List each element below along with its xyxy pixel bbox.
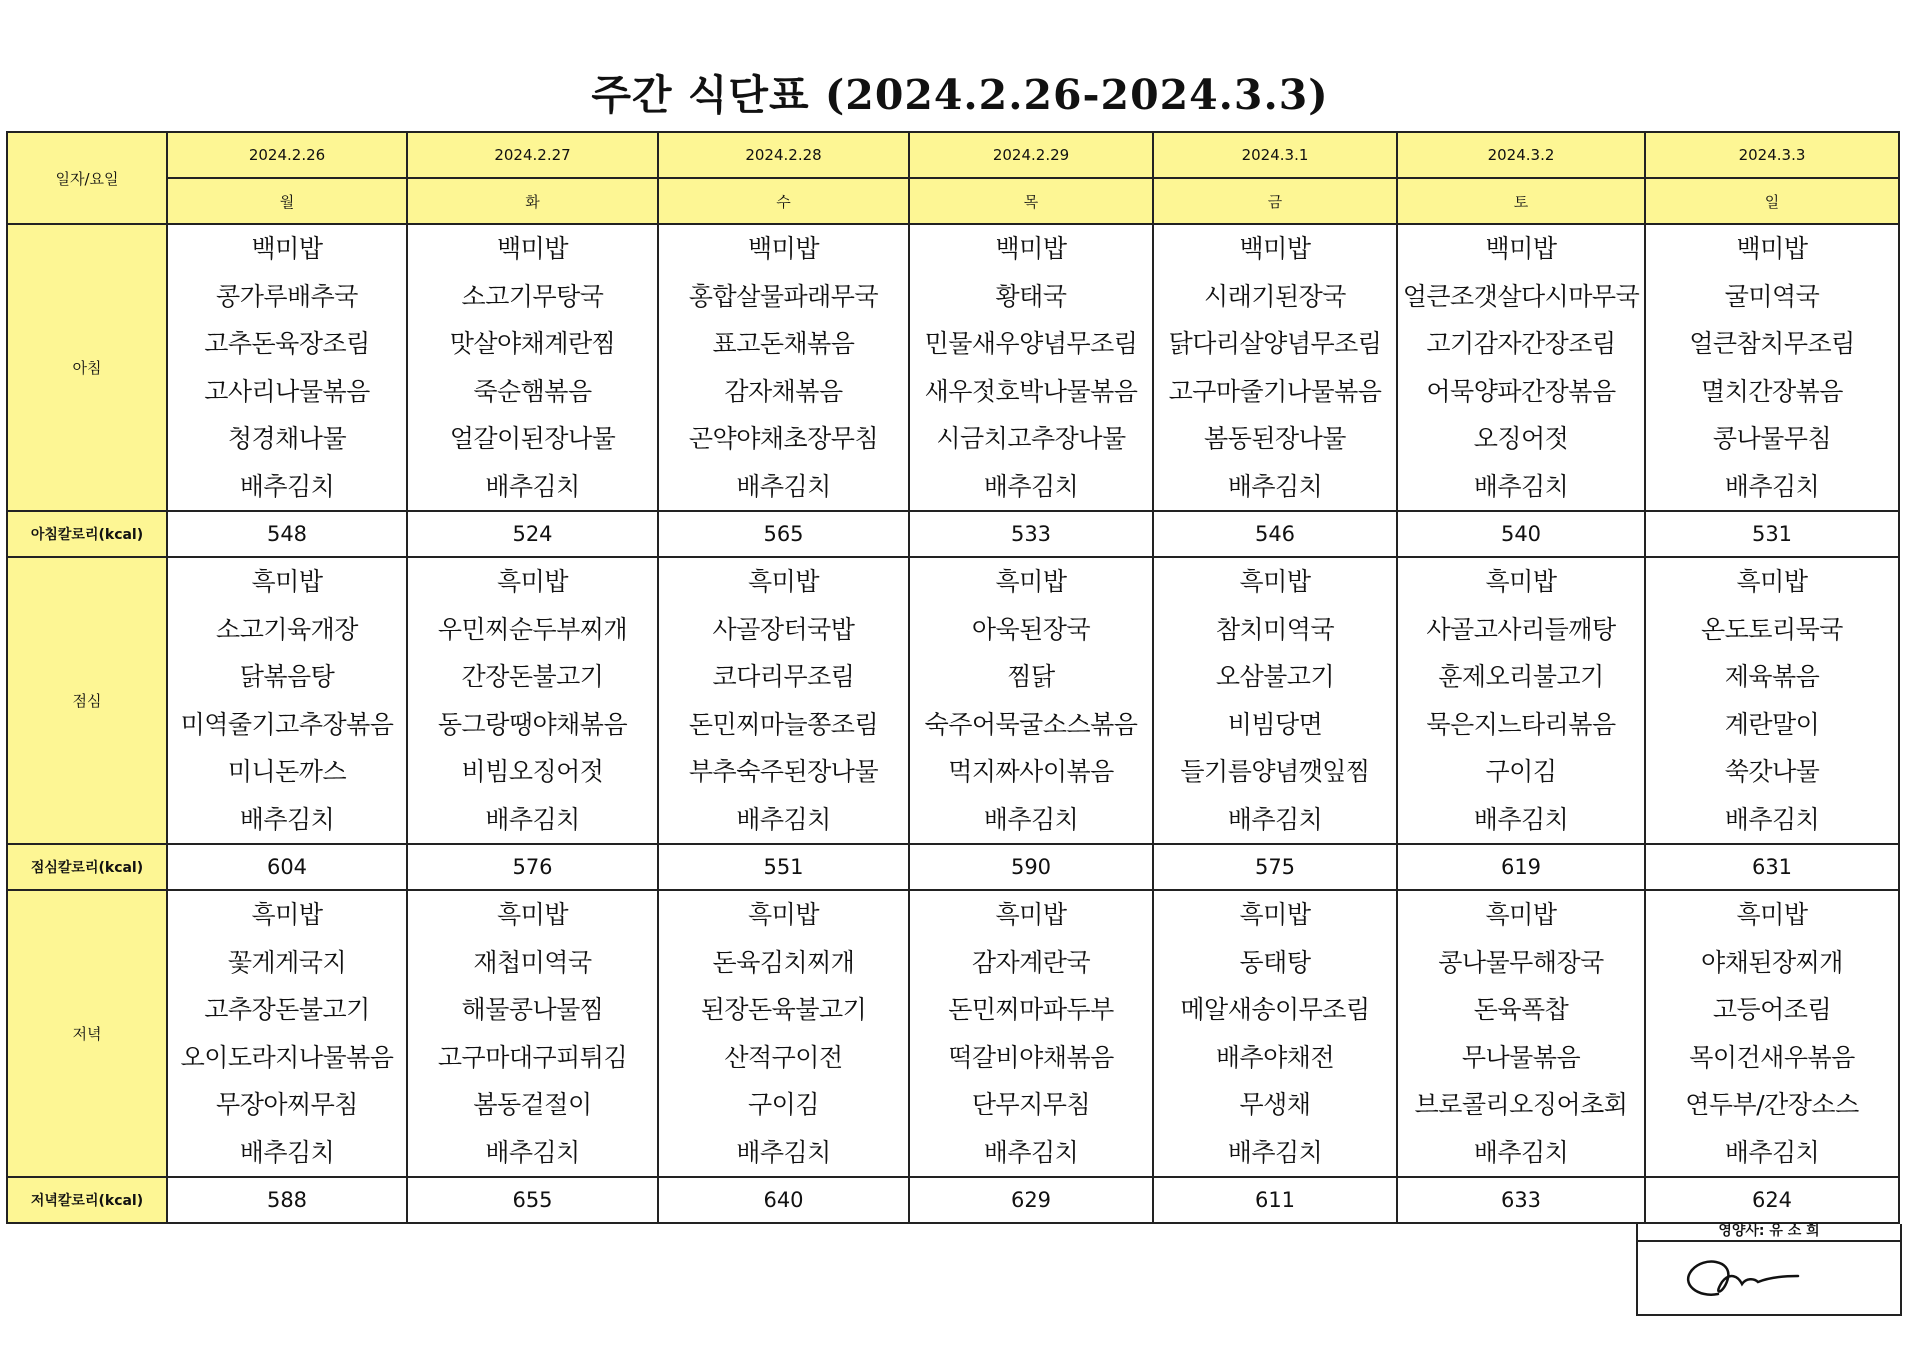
dish-item: 무장아찌무침 xyxy=(216,1090,358,1119)
dish-item: 표고돈채볶음 xyxy=(712,329,855,358)
dish-item: 배추김치 xyxy=(239,1137,335,1167)
meal-menu-cell xyxy=(1397,224,1645,511)
dish-item: 꽃게게국지 xyxy=(227,947,347,977)
dish-item: 배추김치 xyxy=(736,1137,831,1167)
calorie-value-cell: 548 xyxy=(167,511,407,557)
dish-item: 배추김치 xyxy=(983,804,1079,834)
calorie-row xyxy=(7,511,1899,557)
dish-item: 동태탕 xyxy=(1239,947,1311,977)
weekday-cell: 토 xyxy=(1397,178,1645,224)
dish-item: 흑미밥 xyxy=(748,900,819,929)
header-label-cell: 일자/요일 xyxy=(7,132,167,224)
meal-menu-cell xyxy=(167,890,407,1177)
calorie-value-cell: 540 xyxy=(1397,511,1645,557)
dish-item: 닭볶음탕 xyxy=(239,662,335,691)
meal-menu-cell xyxy=(1397,557,1645,844)
dish-item: 시금치고추장나물 xyxy=(936,424,1126,453)
calorie-value-cell: 611 xyxy=(1153,1177,1397,1223)
dish-item: 배추김치 xyxy=(1473,804,1569,834)
dish-item: 연두부/간장소스 xyxy=(1685,1090,1859,1119)
dish-item: 먹지짜사이볶음 xyxy=(948,757,1114,786)
dish-item: 배추김치 xyxy=(1724,1137,1820,1167)
date-cell: 2024.2.29 xyxy=(909,132,1153,178)
dish-item: 맛살야채계란찜 xyxy=(449,329,616,358)
meal-menu-cell xyxy=(658,224,909,511)
dish-item: 콩나물무해장국 xyxy=(1438,947,1604,977)
dish-item: 부추숙주된장나물 xyxy=(688,757,879,786)
dish-item: 흑미밥 xyxy=(1485,900,1557,929)
meal-menu-cell xyxy=(658,890,909,1177)
dish-item: 배추김치 xyxy=(1724,471,1820,501)
date-cell: 2024.2.27 xyxy=(407,132,658,178)
dish-item: 돈육폭찹 xyxy=(1473,995,1569,1024)
dish-item: 백미밥 xyxy=(995,234,1067,263)
dish-item: 온도토리묵국 xyxy=(1701,614,1843,644)
weekday-cell: 월 xyxy=(167,178,407,224)
calorie-value-cell: 531 xyxy=(1645,511,1899,557)
dish-item: 백미밥 xyxy=(1736,234,1808,263)
dish-item: 배추김치 xyxy=(736,471,831,501)
dish-item: 콩나물무침 xyxy=(1712,424,1832,453)
dish-item: 고기감자간장조림 xyxy=(1426,329,1616,358)
calorie-label-cell: 저녁칼로리(kcal) xyxy=(7,1177,167,1223)
dish-item: 배추김치 xyxy=(239,471,335,501)
calorie-value-cell: 604 xyxy=(167,844,407,890)
calorie-value-cell: 629 xyxy=(909,1177,1153,1223)
dish-item: 흑미밥 xyxy=(1485,567,1557,596)
header-weekday-row xyxy=(7,178,1899,224)
dish-item: 메알새송이무조림 xyxy=(1180,995,1370,1024)
dish-item: 새우젓호박나물볶음 xyxy=(924,376,1138,406)
header-date-row xyxy=(7,132,1899,178)
dish-item: 청경채나물 xyxy=(227,424,347,453)
dish-item: 무나물볶음 xyxy=(1461,1042,1581,1072)
weekday-cell: 수 xyxy=(658,178,909,224)
meal-row xyxy=(7,890,1899,1177)
meal-menu-cell xyxy=(1645,557,1899,844)
calorie-label-cell: 아침칼로리(kcal) xyxy=(7,511,167,557)
calorie-value-cell: 633 xyxy=(1397,1177,1645,1223)
dish-item: 감자채볶음 xyxy=(724,376,843,406)
dish-item: 봄동된장나물 xyxy=(1204,424,1346,453)
dish-item: 흑미밥 xyxy=(497,567,568,596)
calorie-value-cell: 575 xyxy=(1153,844,1397,890)
dish-item: 동그랑땡야채볶음 xyxy=(437,709,628,739)
meal-menu-cell xyxy=(658,557,909,844)
dish-item: 목이건새우볶음 xyxy=(1689,1042,1855,1072)
page-title: 주간 식단표 (2024.2.26-2024.3.3) xyxy=(591,71,1329,119)
signature-divider xyxy=(1638,1240,1900,1242)
meal-menu-cell xyxy=(407,890,658,1177)
dish-item: 오이도라지나물볶음 xyxy=(180,1042,394,1072)
dish-item: 백미밥 xyxy=(748,234,819,263)
calorie-value-cell: 624 xyxy=(1645,1177,1899,1223)
dish-item: 무생채 xyxy=(1239,1090,1311,1119)
calorie-value-cell: 590 xyxy=(909,844,1153,890)
dish-item: 야채된장찌개 xyxy=(1701,947,1843,977)
weekday-cell: 화 xyxy=(407,178,658,224)
date-cell: 2024.3.3 xyxy=(1645,132,1899,178)
dish-item: 백미밥 xyxy=(1485,234,1557,263)
dish-item: 배추김치 xyxy=(1227,1137,1323,1167)
dish-item: 배추김치 xyxy=(1724,804,1820,834)
dish-item: 고추장돈불고기 xyxy=(204,995,370,1024)
dish-item: 산적구이전 xyxy=(724,1042,843,1072)
dish-item: 아욱된장국 xyxy=(971,614,1091,644)
dish-item: 구이김 xyxy=(748,1090,819,1119)
dish-item: 재첩미역국 xyxy=(473,947,592,977)
dish-item: 배추김치 xyxy=(1227,471,1323,501)
dish-item: 소고기육개장 xyxy=(216,614,358,644)
dish-item: 배추김치 xyxy=(1473,1137,1569,1167)
meal-menu-cell xyxy=(1153,890,1397,1177)
meal-row xyxy=(7,224,1899,511)
dish-item: 소고기무탕국 xyxy=(461,281,604,311)
dietitian-name: 영양사: 유 소 희 xyxy=(1718,1223,1820,1239)
calorie-value-cell: 619 xyxy=(1397,844,1645,890)
dish-item: 브로콜리오징어초회 xyxy=(1414,1090,1628,1119)
meal-menu-cell xyxy=(909,224,1153,511)
dietitian-signature-box xyxy=(1636,1224,1902,1316)
meal-menu-cell xyxy=(909,890,1153,1177)
dish-item: 참치미역국 xyxy=(1215,614,1335,644)
dish-item: 묵은지느타리볶음 xyxy=(1426,709,1616,739)
dish-item: 굴미역국 xyxy=(1724,281,1820,311)
dish-item: 흑미밥 xyxy=(1736,900,1808,929)
dish-item: 배추김치 xyxy=(485,1137,580,1167)
calorie-value-cell: 576 xyxy=(407,844,658,890)
meal-menu-cell xyxy=(167,224,407,511)
dish-item: 얼큰참치무조림 xyxy=(1689,329,1855,358)
meal-label-cell: 점심 xyxy=(7,557,167,844)
dish-item: 배추김치 xyxy=(239,804,335,834)
calorie-value-cell: 551 xyxy=(658,844,909,890)
dish-item: 어묵양파간장볶음 xyxy=(1426,376,1616,406)
dish-item: 흑미밥 xyxy=(1239,567,1311,596)
weekday-cell: 금 xyxy=(1153,178,1397,224)
calorie-value-cell: 655 xyxy=(407,1177,658,1223)
meal-menu-cell xyxy=(1645,224,1899,511)
calorie-row xyxy=(7,1177,1899,1223)
meal-menu-cell xyxy=(167,557,407,844)
dish-item: 우민찌순두부찌개 xyxy=(437,614,628,644)
dish-item: 흑미밥 xyxy=(1239,900,1311,929)
dish-item: 돈민찌마파두부 xyxy=(948,995,1114,1024)
dish-item: 들기름양념깻잎찜 xyxy=(1180,757,1370,786)
dish-item: 돈육김치찌개 xyxy=(712,947,855,977)
weekday-cell: 목 xyxy=(909,178,1153,224)
calorie-label-cell: 점심칼로리(kcal) xyxy=(7,844,167,890)
meal-menu-cell xyxy=(1153,557,1397,844)
dish-item: 배추김치 xyxy=(1227,804,1323,834)
meal-menu-cell xyxy=(1645,890,1899,1177)
meal-menu-cell xyxy=(1397,890,1645,1177)
weekday-cell: 일 xyxy=(1645,178,1899,224)
dish-item: 간장돈불고기 xyxy=(461,662,604,691)
dish-item: 백미밥 xyxy=(1239,234,1311,263)
dish-item: 사골장터국밥 xyxy=(712,614,855,644)
dish-item: 해물콩나물찜 xyxy=(461,995,604,1024)
meal-row xyxy=(7,557,1899,844)
dish-item: 죽순햄볶음 xyxy=(473,376,592,406)
dish-item: 흑미밥 xyxy=(251,900,323,929)
dish-item: 황태국 xyxy=(995,281,1067,311)
calorie-value-cell: 631 xyxy=(1645,844,1899,890)
date-cell: 2024.3.2 xyxy=(1397,132,1645,178)
dish-item: 미니돈까스 xyxy=(227,757,347,786)
dish-item: 봄동겉절이 xyxy=(473,1090,592,1119)
dish-item: 흑미밥 xyxy=(497,900,568,929)
date-cell: 2024.3.1 xyxy=(1153,132,1397,178)
dish-item: 단무지무침 xyxy=(971,1090,1091,1119)
dish-item: 오징어젓 xyxy=(1473,424,1569,453)
dish-item: 흑미밥 xyxy=(995,900,1067,929)
dish-item: 훈제오리불고기 xyxy=(1438,662,1604,691)
meal-menu-cell xyxy=(407,557,658,844)
dish-item: 배추김치 xyxy=(736,804,831,834)
dish-item: 고추돈육장조림 xyxy=(204,329,370,358)
calorie-value-cell: 524 xyxy=(407,511,658,557)
calorie-value-cell: 565 xyxy=(658,511,909,557)
dish-item: 고구마대구피튀김 xyxy=(437,1042,628,1072)
dish-item: 백미밥 xyxy=(497,234,568,263)
dish-item: 배추김치 xyxy=(485,804,580,834)
dish-item: 배추야채전 xyxy=(1215,1042,1335,1072)
dish-item: 코다리무조림 xyxy=(712,662,855,691)
dish-item: 미역줄기고추장볶음 xyxy=(180,709,394,739)
meal-menu-cell xyxy=(407,224,658,511)
dish-item: 흑미밥 xyxy=(748,567,819,596)
dish-item: 제육볶음 xyxy=(1724,662,1820,691)
dish-item: 곤약야채초장무침 xyxy=(688,424,879,453)
dish-item: 흑미밥 xyxy=(995,567,1067,596)
dish-item: 비빔오징어젓 xyxy=(461,757,604,786)
dish-item: 시래기된장국 xyxy=(1204,281,1346,311)
dish-item: 숙주어묵굴소스볶음 xyxy=(924,709,1138,739)
dish-item: 콩가루배추국 xyxy=(216,281,358,311)
dish-item: 흑미밥 xyxy=(251,567,323,596)
dish-item: 닭다리살양념무조림 xyxy=(1168,329,1382,358)
dish-item: 된장돈육불고기 xyxy=(700,995,867,1024)
dish-item: 돈민찌마늘쫑조림 xyxy=(688,709,879,739)
calorie-value-cell: 533 xyxy=(909,511,1153,557)
calorie-row xyxy=(7,844,1899,890)
dish-item: 백미밥 xyxy=(251,234,323,263)
date-cell: 2024.2.26 xyxy=(167,132,407,178)
weekly-menu-table xyxy=(6,131,1900,1224)
dish-item: 비빔당면 xyxy=(1227,709,1323,739)
dish-item: 감자계란국 xyxy=(971,947,1091,977)
dish-item: 배추김치 xyxy=(983,471,1079,501)
dish-item: 배추김치 xyxy=(983,1137,1079,1167)
dish-item: 고등어조림 xyxy=(1712,995,1832,1024)
dish-item: 오삼불고기 xyxy=(1215,662,1335,691)
dish-item: 고사리나물볶음 xyxy=(204,376,370,406)
calorie-value-cell: 546 xyxy=(1153,511,1397,557)
dish-item: 구이김 xyxy=(1485,757,1557,786)
dish-item: 고구마줄기나물볶음 xyxy=(1168,376,1382,406)
dish-item: 얼갈이된장나물 xyxy=(449,424,616,453)
dish-item: 민물새우양념무조림 xyxy=(924,329,1138,358)
calorie-value-cell: 588 xyxy=(167,1177,407,1223)
calorie-value-cell: 640 xyxy=(658,1177,909,1223)
dish-item: 계란말이 xyxy=(1724,709,1820,739)
meal-menu-cell xyxy=(1153,224,1397,511)
dish-item: 사골고사리들깨탕 xyxy=(1426,614,1616,644)
dish-item: 쑥갓나물 xyxy=(1724,757,1820,786)
dish-item: 찜닭 xyxy=(1007,662,1055,691)
meal-menu-cell xyxy=(909,557,1153,844)
dish-item: 떡갈비야채볶음 xyxy=(948,1042,1114,1072)
dish-item: 흑미밥 xyxy=(1736,567,1808,596)
dish-item: 홍합살물파래무국 xyxy=(688,281,879,311)
signature-image xyxy=(1678,1248,1858,1308)
date-cell: 2024.2.28 xyxy=(658,132,909,178)
meal-label-cell: 아침 xyxy=(7,224,167,511)
dish-item: 배추김치 xyxy=(1473,471,1569,501)
meal-label-cell: 저녁 xyxy=(7,890,167,1177)
dish-item: 배추김치 xyxy=(485,471,580,501)
dish-item: 얼큰조갯살다시마무국 xyxy=(1402,281,1640,311)
dish-item: 멸치간장볶음 xyxy=(1701,376,1843,406)
